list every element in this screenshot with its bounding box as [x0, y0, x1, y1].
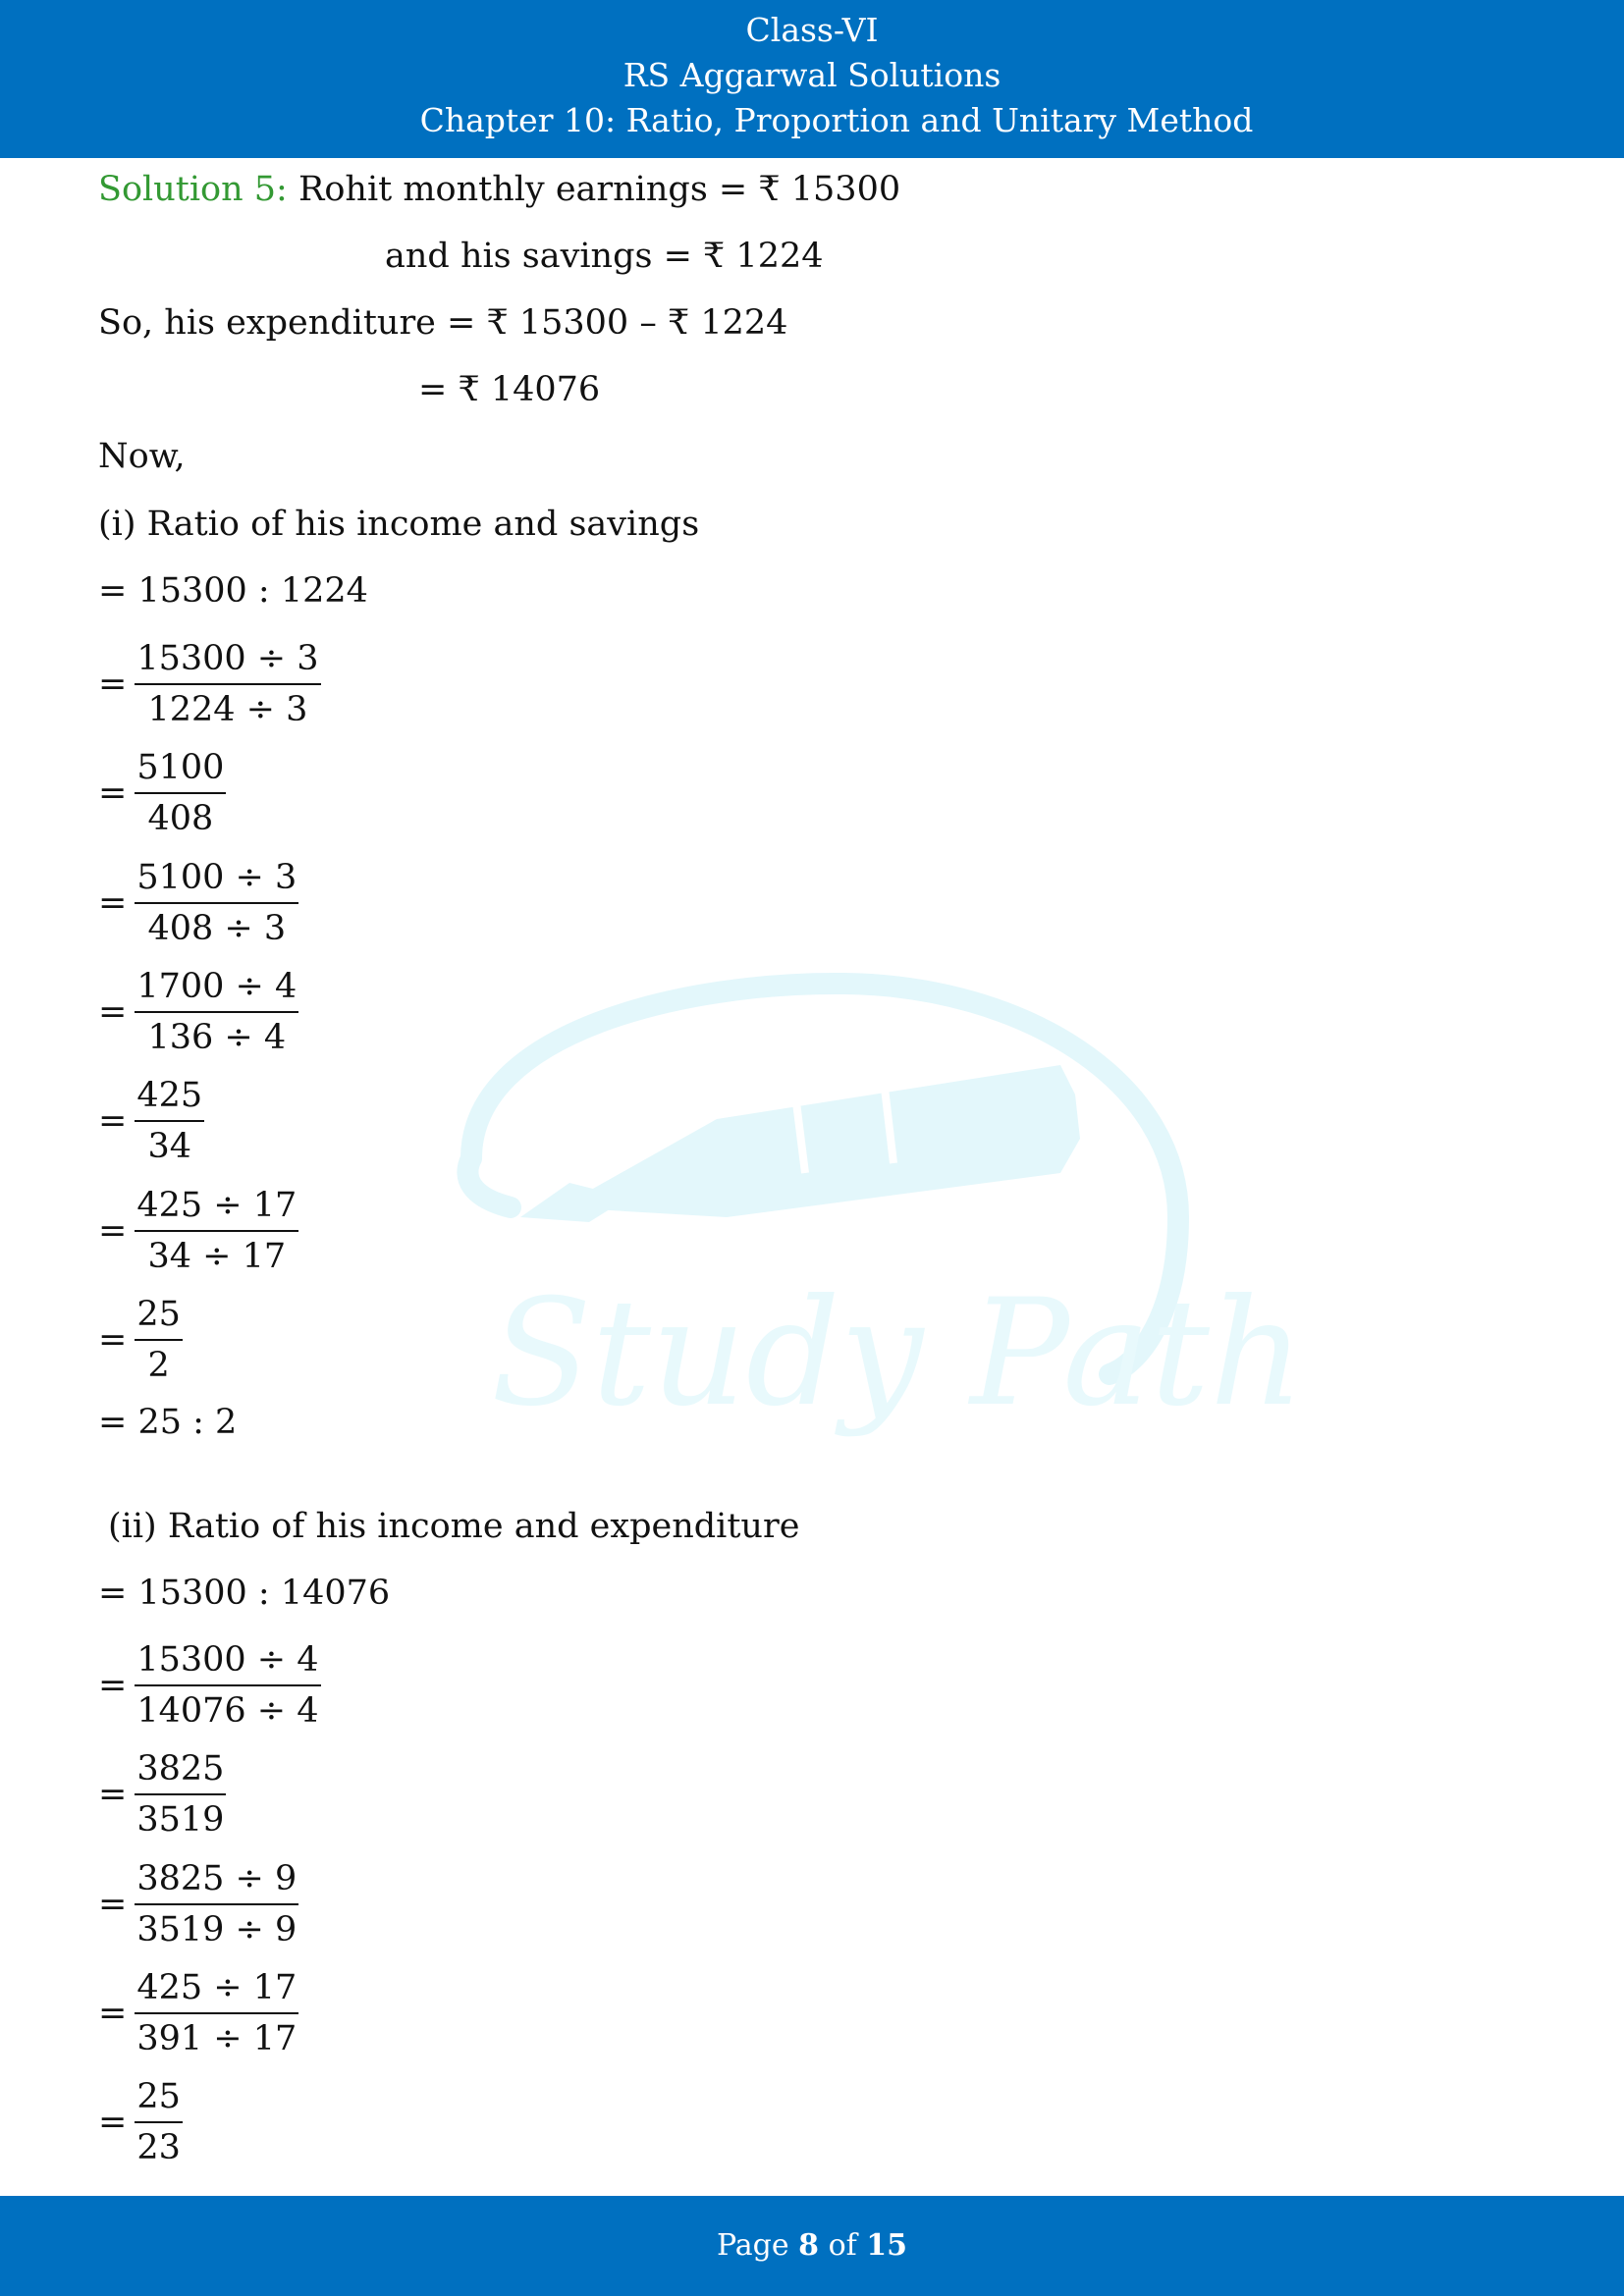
- solution-line-1: [98, 168, 900, 211]
- fraction-numerator: 425: [136, 1076, 203, 1116]
- fraction-numerator: 5100 ÷ 3: [136, 857, 298, 897]
- fraction-step: [98, 1176, 298, 1286]
- fraction: [135, 1963, 298, 2063]
- fraction-step: [98, 738, 226, 848]
- solution-label: Solution 5:: [98, 170, 288, 209]
- equals-sign: =: [98, 1775, 128, 1815]
- fraction-step: [98, 1066, 204, 1176]
- footer-page-total: 15: [866, 2228, 908, 2263]
- fraction-denominator: 34 ÷ 17: [147, 1236, 287, 1276]
- fraction: [135, 1635, 320, 1735]
- fraction-numerator: 15300 ÷ 3: [136, 639, 319, 678]
- fraction-denominator: 2: [147, 1345, 170, 1385]
- fraction-step: [98, 2067, 183, 2177]
- expenditure-result: = ₹ 14076: [418, 370, 601, 409]
- fraction-denominator: 408 ÷ 3: [147, 908, 287, 948]
- fraction: [135, 743, 226, 843]
- equals-sign: =: [98, 1101, 128, 1142]
- fraction-numerator: 425 ÷ 17: [136, 1967, 298, 2007]
- equals-sign: =: [98, 1666, 128, 1705]
- fraction-step: [98, 1958, 298, 2068]
- fraction: [135, 1744, 226, 1844]
- equals-sign: =: [98, 774, 128, 814]
- header-class: Class-VI: [745, 11, 879, 49]
- fraction-denominator: 34: [147, 1127, 191, 1167]
- fraction-step: [98, 1739, 226, 1849]
- part1-heading: (i) Ratio of his income and savings: [98, 505, 700, 544]
- fraction-denominator: 1224 ÷ 3: [147, 690, 308, 729]
- fraction-numerator: 5100: [136, 748, 225, 788]
- equals-sign: =: [98, 1884, 128, 1924]
- fraction: [135, 634, 320, 734]
- savings-line: and his savings = ₹ 1224: [385, 237, 824, 276]
- equals-sign: =: [98, 1319, 128, 1360]
- expenditure-line: So, his expenditure = ₹ 15300 – ₹ 1224: [98, 303, 788, 343]
- part1-result: = 25 : 2: [98, 1403, 238, 1442]
- fraction: [135, 1071, 204, 1171]
- fraction-numerator: 25: [136, 1294, 181, 1334]
- footer-page-prefix: Page: [716, 2228, 799, 2263]
- part2-heading: (ii) Ratio of his income and expenditure: [108, 1507, 800, 1546]
- fraction-denominator: 136 ÷ 4: [147, 1017, 287, 1057]
- fraction-denominator: 23: [136, 2128, 181, 2168]
- page-footer: [0, 2196, 1624, 2296]
- equals-sign: =: [98, 882, 128, 923]
- part1-ratio: = 15300 : 1224: [98, 571, 368, 611]
- fraction-step: [98, 629, 321, 739]
- equals-sign: =: [98, 1993, 128, 2033]
- header-book: RS Aggarwal Solutions: [623, 56, 1001, 94]
- fraction-numerator: 25: [136, 2077, 181, 2117]
- fraction-denominator: 3519 ÷ 9: [136, 1909, 298, 1949]
- equals-sign: =: [98, 665, 128, 704]
- fraction-numerator: 1700 ÷ 4: [136, 966, 298, 1006]
- fraction-step: [98, 1285, 183, 1395]
- watermark-text: Study Path: [491, 1268, 1305, 1439]
- fraction-step: [98, 848, 298, 958]
- fraction-denominator: 391 ÷ 17: [136, 2018, 298, 2058]
- fraction-step: [98, 957, 298, 1067]
- fraction-numerator: 425 ÷ 17: [136, 1185, 298, 1225]
- study-path-watermark-logo: [432, 972, 1305, 1453]
- header-chapter: Chapter 10: Ratio, Proportion and Unitary Method: [419, 101, 1254, 139]
- part2-ratio: = 15300 : 14076: [98, 1574, 391, 1613]
- fraction: [135, 962, 298, 1062]
- fraction: [135, 1290, 183, 1390]
- equals-sign: =: [98, 1210, 128, 1251]
- equals-sign: =: [98, 991, 128, 1032]
- fraction-denominator: 14076 ÷ 4: [136, 1691, 319, 1731]
- fraction: [135, 1181, 298, 1281]
- fraction-step: [98, 1630, 321, 1740]
- fraction-denominator: 408: [147, 799, 214, 839]
- fraction-numerator: 3825 ÷ 9: [136, 1858, 298, 1898]
- now-line: Now,: [98, 437, 186, 476]
- footer-page-current: 8: [798, 2228, 820, 2263]
- fraction-numerator: 3825: [136, 1749, 225, 1789]
- fraction: [135, 1854, 298, 1954]
- fraction-denominator: 3519: [136, 1800, 225, 1841]
- footer-page-mid: of: [819, 2228, 867, 2263]
- equals-sign: =: [98, 2103, 128, 2143]
- earnings-text: Rohit monthly earnings = ₹ 15300: [298, 170, 901, 209]
- fraction: [135, 2072, 183, 2172]
- fraction-step: [98, 1849, 298, 1959]
- page-header: [0, 0, 1624, 158]
- fraction: [135, 853, 298, 953]
- fraction-numerator: 15300 ÷ 4: [136, 1640, 319, 1680]
